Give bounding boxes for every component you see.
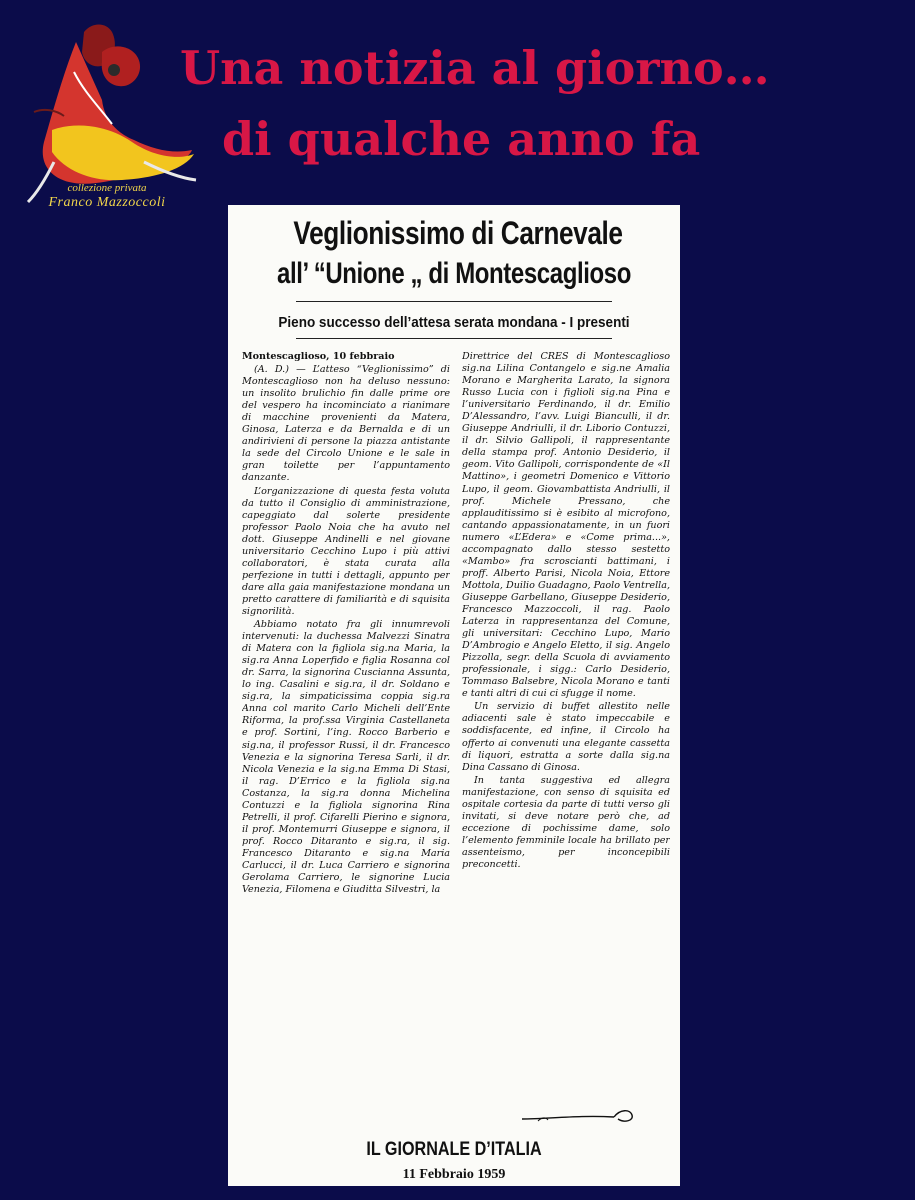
article-title-line1: Veglionissimo di Carnevale (293, 215, 623, 251)
newspaper-clipping (228, 205, 680, 1186)
article-title-line2: all’ “Unione „ di Montescaglioso (277, 257, 631, 290)
paragraph: Abbiamo notato fra gli innumrevoli intervenuti: la duchessa Malvezzi Sinatra di Matera con la figliola sig.na Maria, la sig.ra Anna Loperfido e figlia Rosanna col dr. Sarra, la signorina Cuscianna Assunta, lo ing. Casalini e sig.ra, il dr. Soldano e sig.ra, la simpaticissima coppia sig.ra Anna col marito Carlo Micheli dell’Ente Riforma, la prof.ssa Virginia Castellaneta e prof. Sortini, l’ing. Rocco Barberio e sig.na, il professor Russi, il dr. Francesco Venezia e la signorina Teresa Sarli, il dr. Nicola Venezia e la sig.na Emma Di Stasi, il rag. D’Errico e la figliola sig.na Costanza, la sig.ra donna Michelina Contuzzi e la figliola signorina Rina Petrelli, il prof. Cifarelli Pierino e signora, il prof. Montemurri Giuseppe e signora, il prof. Rocco Ditaranto e sig.ra, il sig. Francesco Ditaranto e sig.na Maria Carlucci, il dr. Luca Carriero e signorina Gerolama Carriero, le signorine Lucia Venezia, Filomena e Giuditta Silvestri, la (242, 619, 450, 896)
paragraph: (A. D.) — L’atteso “Veglionissimo” di Montescaglioso non ha deluso nessuno: un insolito brulichio fin dalle prime ore del vespero ha incominciato a rianimare di macchine provenienti da Matera, Ginosa, Laterza e da Bernalda e di un andirivieni di persone la piazza antistante la sede del Circolo Unione e le sale in gran toilette per l’appuntamento danzante. (242, 364, 450, 484)
article-subtitle: Pieno successo dell’attesa serata mondana - I presenti (278, 314, 630, 331)
paragraph: Un servizio di buffet allestito nelle adiacenti sale è stato impeccabile e soddisfacente, ed infine, il Circolo ha offerto ai convenuti una elegante cassetta di liquori, estratta a sorte dalla sig.na Dina Cassano di Ginosa. (462, 701, 670, 773)
newspaper-date: 11 Febbraio 1959 (402, 1167, 506, 1182)
divider-rule (296, 301, 612, 302)
article-column-1 (242, 351, 450, 1081)
newspaper-name: IL GIORNALE D’ITALIA (366, 1139, 542, 1160)
logo-caption-line1: collezione privata (67, 182, 147, 194)
page-headline (160, 41, 900, 166)
logo-caption (12, 182, 202, 211)
paragraph: In tanta suggestiva ed allegra manifestazione, con senso di squisita ed ospitale cortesia da parte di tutti verso gli invitati, si deve notare però che, ad eccezione di pochissime dame, solo l’elemento femminile locale ha brillato per assenteismo, per inconcepibili preconcetti. (462, 774, 670, 870)
article-body (242, 351, 670, 1081)
logo-caption-line2: Franco Mazzoccoli (48, 195, 166, 210)
article-dateline: Montescaglioso, 10 febbraio (242, 351, 395, 362)
paragraph: Direttrice del CRES di Montescaglioso sig.na Lilina Contangelo e sig.ne Amalia Morano e Margherita Larato, la signora Russo Lucia con i figlioli sig.na Pina e l’universitario Ferdinando, il dr. Emilio D’Alessandro, l’avv. Luigi Bianculli, il dr. Giuseppe Andriulli, il dr. Liborio Contuzzi, il dr. Silvio Gallipoli, il rappresentante della stampa prof. Antonio Desiderio, il geom. Vito Gallipoli, corrispondente de «Il Mattino», i geometri Domenico e Vittorio Lupo, il geom. Giovambattista Andriulli, il prof. Michele Pressano, che applauditissimo si è esibito al microfono, cantando appassionatamente, in un fuori numero «L’Edera» e «Come prima...», accompagnato dallo stesso sestetto «Mambo» fra scroscianti battimani, i proff. Alberto Parisi, Nicola Noia, Ettore Mottola, Duilio Guadagno, Paolo Ventrella, Giuseppe Garbellano, Giuseppe Desiderio, Francesco Mazzoccoli, il rag. Paolo Laterza in rappresentanza del Comune, gli universitari: Cecchino Lupo, Mario D’Ambrogio e Angelo Eletto, il sig. Angelo Pizzolla, segr. della Scuola di avviamento professionale, i sigg.: Carlo Desiderio, Tommaso Balsebre, Nicola Morano e tanti e tanti altri di cui ci sfugge il nome. (462, 351, 670, 700)
divider-rule (296, 338, 612, 339)
ornament-icon (518, 1105, 638, 1127)
article-column-2 (462, 351, 670, 1081)
headline-line2: di qualche anno fa (222, 112, 701, 166)
headline-line1: Una notizia al giorno… (180, 41, 770, 95)
paragraph: L’organizzazione di questa festa voluta da tutto il Consiglio di amministrazione, capeggiato dal solerte presidente professor Paolo Noia che ha avuto nel dott. Giuseppe Andinelli e nel giovane universitario Cecchino Lupo i più attivi collaboratori, è stata curata alla perfezione in tutti i dettagli, appunto per dare alla gaia manifestazione mondana un pretto carattere di familiarità e di squisita signorilità. (242, 485, 450, 617)
